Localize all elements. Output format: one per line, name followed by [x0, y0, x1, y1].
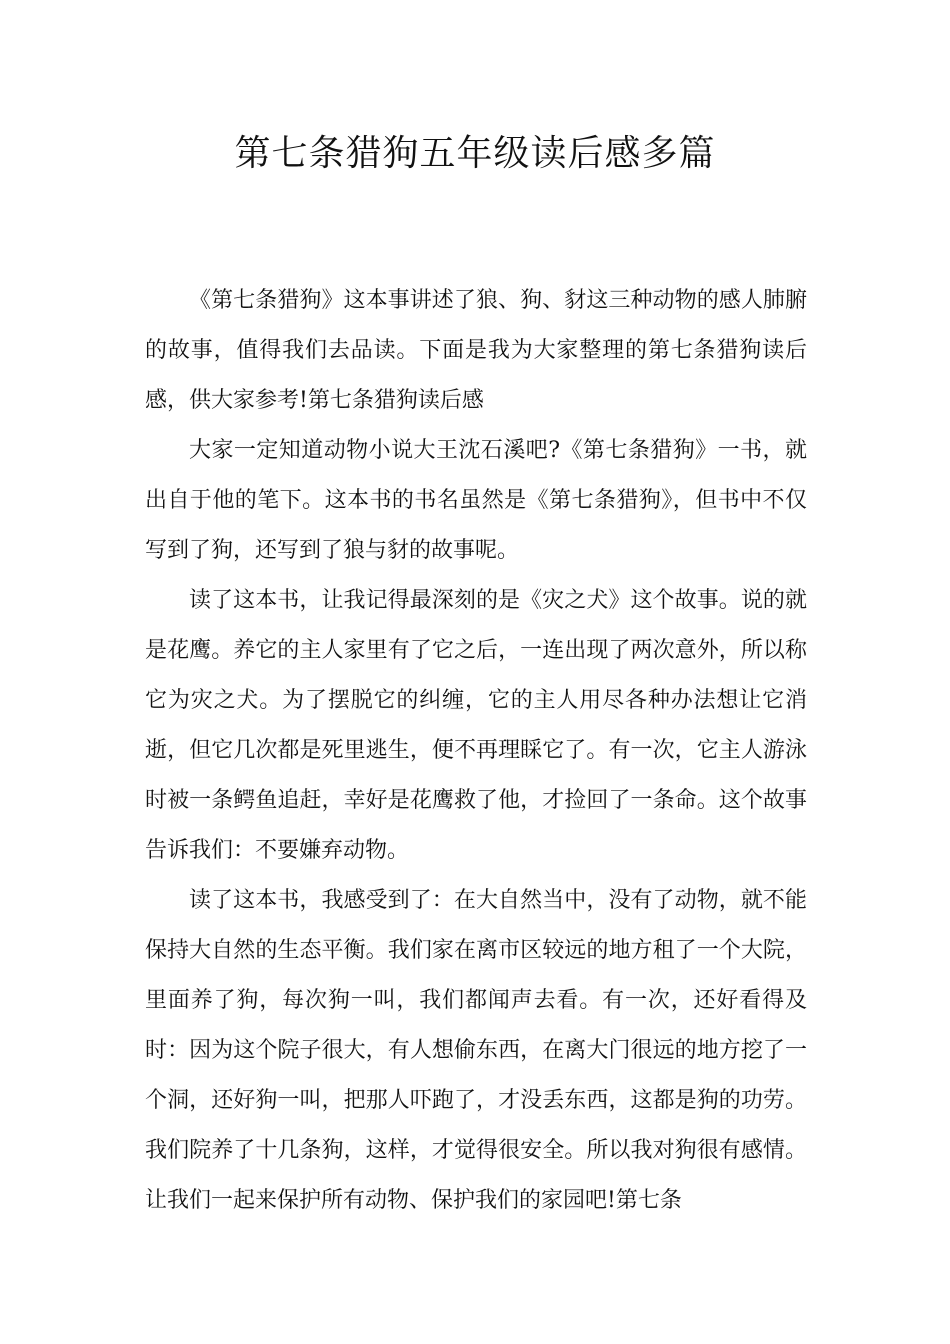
document-body [145, 276, 807, 1226]
document-title: 第七条猎狗五年级读后感多篇 [234, 133, 716, 174]
paragraph-2: 大家一定知道动物小说大王沈石溪吧?《第七条猎狗》一书，就出自于他的笔下。这本书的书名虽然是《第七条猎狗》，但书中不仅写到了狗，还写到了狼与豺的故事呢。 [145, 438, 807, 563]
paragraph-4: 读了这本书，我感受到了：在大自然当中，没有了动物，就不能保持大自然的生态平衡。我们家在离市区较远的地方租了一个大院，里面养了狗，每次狗一叫，我们都闻声去看。有一次，还好看得及时：因为这个院子很大，有人想偷东西，在离大门很远的地方挖了一个洞，还好狗一叫，把那人吓跑了，才没丢东西，这都是狗的功劳。我们院养了十几条狗，这样，才觉得很安全。所以我对狗很有感情。让我们一起来保护所有动物、保护我们的家园吧!第七条 [145, 888, 807, 1213]
paragraph-1: 《第七条猎狗》这本事讲述了狼、狗、豺这三种动物的感人肺腑的故事，值得我们去品读。下面是我为大家整理的第七条猎狗读后感，供大家参考!第七条猎狗读后感 [145, 288, 807, 413]
paragraph-3: 读了这本书，让我记得最深刻的是《灾之犬》这个故事。说的就是花鹰。养它的主人家里有了它之后，一连出现了两次意外，所以称它为灾之犬。为了摆脱它的纠缠，它的主人用尽各种办法想让它消逝，但它几次都是死里逃生，便不再理睬它了。有一次，它主人游泳时被一条鳄鱼追赶，幸好是花鹰救了他，才捡回了一条命。这个故事告诉我们：不要嫌弃动物。 [145, 588, 807, 863]
